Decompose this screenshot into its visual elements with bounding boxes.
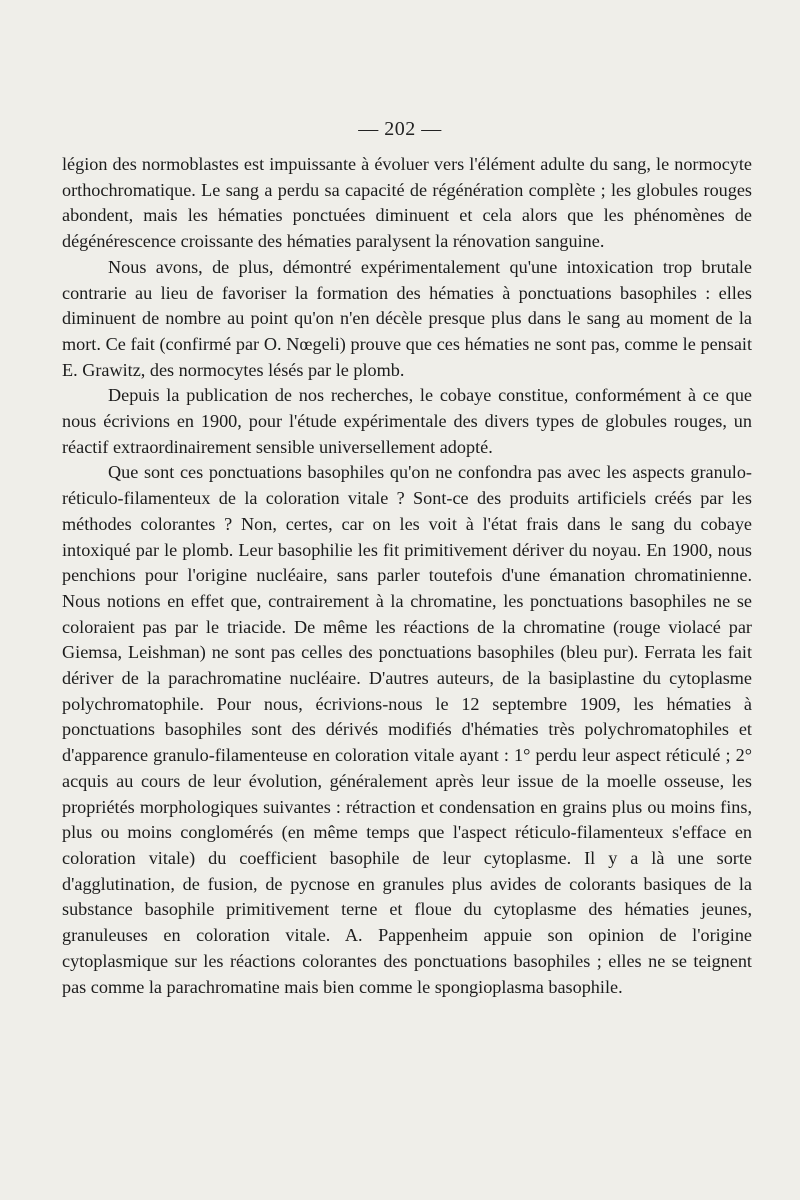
paragraph-cobaye: Depuis la publication de nos recherches, le cobaye constitue, conformément à ce que nous écrivions en 1900, pour l'étude expérimentale des divers types de globules rouges, un réactif extraordinairement sensible universellement adopté. [62, 385, 752, 457]
paragraph-ponctuations: Que sont ces ponctuations basophiles qu'on ne confondra pas avec les aspects granulo-réticulo-filamenteux de la coloration vitale ? Sont-ce des produits artificiels créés par les méthodes colorantes ? Non, certes, car on les voit à l'état frais dans le sang du cobaye intoxiqué par le plomb. Leur basophilie les fit primitivement dériver du noyau. En 1900, nous penchions pour l'origine nucléaire, sans parler toutefois d'une émanation chromatinienne. Nous notions en effet que, contrairement à la chromatine, les ponctuations basophiles ne se coloraient pas par le triacide. De même les réactions de la chromatine (rouge violacé par Giemsa, Leishman) ne sont pas celles des ponctuations basophiles (bleu pur). Ferrata les fait dériver de la parachromatine nucléaire. D'autres auteurs, de la basiplastine du cytoplasme polychromatophile. Pour nous, écrivions-nous le 12 septembre 1909, les hématies à ponctuations basophiles sont des dérivés modifiés d'hématies très polychromatophiles et d'apparence granulo-filamenteuse en coloration vitale ayant : 1° perdu leur aspect réticulé ; 2° acquis au cours de leur évolution, généralement après leur issue de la moelle osseuse, les propriétés morphologiques suivantes : rétraction et condensation en grains plus ou moins fins, plus ou moins conglomérés (en même temps que l'aspect réticulo-filamenteux s'efface en coloration vitale) du coefficient basophile de leur cytoplasme. Il y a là une sorte d'agglutination, de fusion, de pycnose en granules plus avides de colorants basiques de la substance basophile primitivement terne et floue du cytoplasme des hématies jeunes, granuleuses en coloration vitale. A. Pappenheim appuie son opinion de l'origine cytoplasmique sur les réactions colorantes des ponctuations basophiles ; elles ne se teignent pas comme la parachromatine mais bien comme le spongioplasma basophile. [62, 462, 752, 997]
paragraph-intoxication: Nous avons, de plus, démontré expérimentalement qu'une intoxication trop brutale contrarie au lieu de favoriser la formation des hématies à ponctuations basophiles : elles diminuent de nombre au point qu'on n'en décèle presque plus dans le sang au moment de la mort. Ce fait (confirmé par O. Nœgeli) prouve que ces hématies ne sont pas, comme le pensait E. Grawitz, des normocytes lésés par le plomb. [62, 256, 752, 380]
body-text [62, 152, 752, 1000]
page-number: — 202 — [358, 118, 442, 140]
paragraph-continuation: légion des normoblastes est impuissante à évoluer vers l'élément adulte du sang, le normocyte orthochromatique. Le sang a perdu sa capacité de régénération complète ; les globules rouges abondent, mais les hématies ponctuées diminuent et cela alors que les phénomènes de dégénérescence croissante des hématies paralysent la rénovation sanguine. [62, 154, 752, 252]
